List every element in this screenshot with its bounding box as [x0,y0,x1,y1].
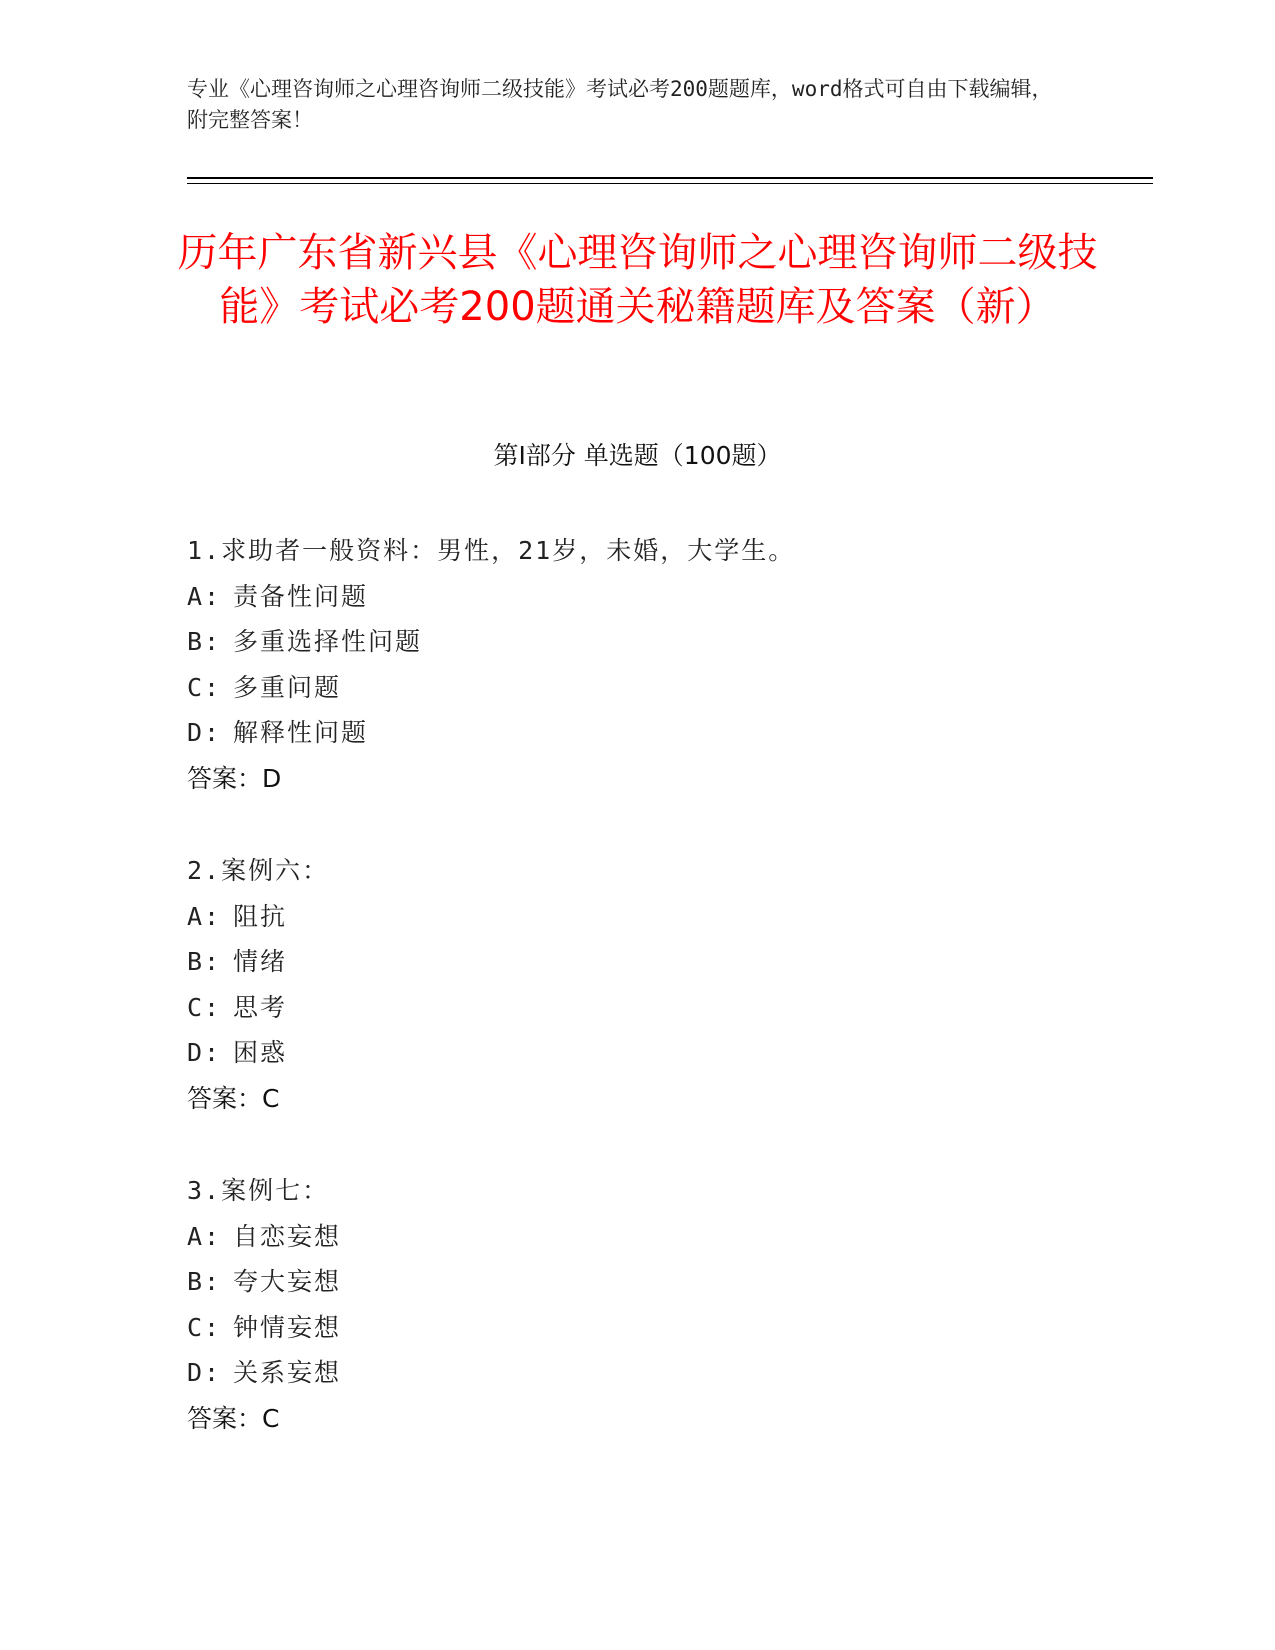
option-text: 自恋妄想 [233,1221,342,1251]
question-stem: 1.求助者一般资料：男性，21岁，未婚，大学生。 [187,536,796,565]
option-key: A: [187,901,222,931]
option-c [187,1305,1087,1351]
option-text: 解释性问题 [233,718,369,747]
answer-line: 答案：C [187,1083,280,1113]
option-a [187,574,1087,620]
option-text: 责备性问题 [233,581,369,611]
option-text: 困惑 [233,1038,288,1067]
option-b [187,619,1087,665]
option-key: B: [187,627,222,656]
option-a [187,894,1087,940]
option-key: A: [187,1221,222,1251]
question-list [187,528,1087,1488]
option-key: D: [187,718,222,747]
option-key: C: [187,1312,222,1342]
option-d [187,1030,1087,1076]
option-key: B: [187,1267,222,1296]
option-text: 钟情妄想 [233,1312,342,1342]
option-key: B: [187,947,222,976]
option-text: 阻抗 [233,901,288,931]
option-key: C: [187,672,222,702]
option-text: 情绪 [233,947,288,976]
option-d [187,710,1087,756]
header-divider-thick [187,177,1153,179]
header-divider-thin [187,183,1153,184]
question-stem: 2.案例六： [187,856,330,885]
option-text: 多重问题 [233,672,342,702]
document-title: 历年广东省新兴县《心理咨询师之心理咨询师二级技能》考试必考200题通关秘籍题库及答案（新） [177,230,1098,330]
option-b [187,1259,1087,1305]
option-c [187,665,1087,711]
answer-line: 答案：C [187,1403,280,1433]
question-item [187,528,1087,801]
option-text: 关系妄想 [233,1358,342,1387]
option-text: 多重选择性问题 [233,627,423,656]
answer-line: 答案：D [187,763,282,793]
option-c [187,985,1087,1031]
option-key: D: [187,1358,222,1387]
option-key: D: [187,1038,222,1067]
option-key: C: [187,992,222,1022]
option-text: 思考 [233,992,288,1022]
section-heading: 第Ⅰ部分 单选题（100题） [493,441,782,470]
question-item [187,1168,1087,1441]
option-d [187,1350,1087,1396]
header-note: 专业《心理咨询师之心理咨询师二级技能》考试必考200题题库，word格式可自由下载编辑，附完整答案！ [187,77,1053,132]
option-a [187,1214,1087,1260]
option-text: 夸大妄想 [233,1267,342,1296]
option-key: A: [187,581,222,611]
option-b [187,939,1087,985]
question-stem: 3.案例七： [187,1176,330,1205]
question-item [187,848,1087,1121]
